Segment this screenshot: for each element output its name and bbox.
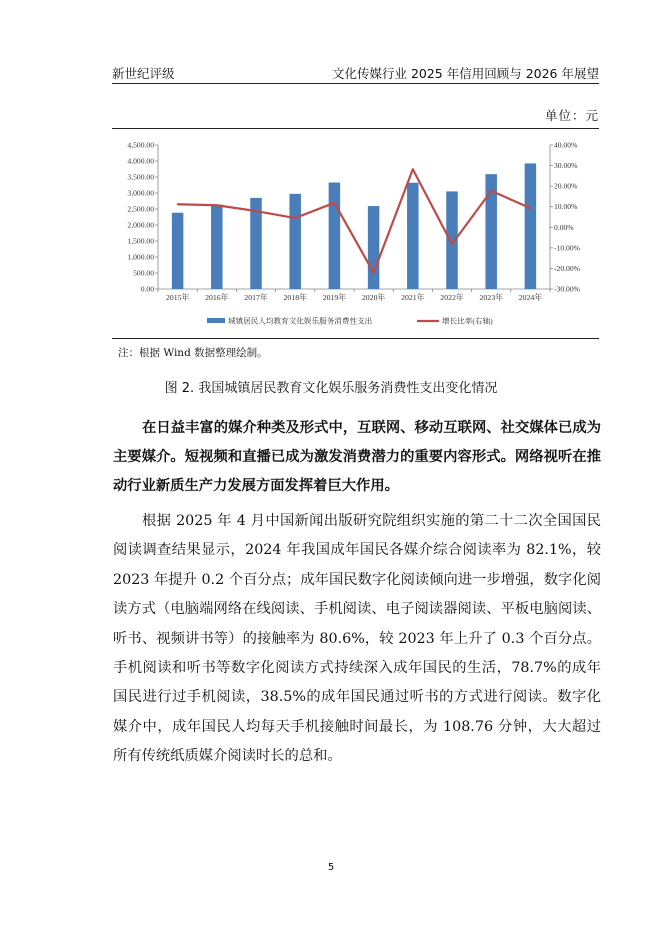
bar-expenditure <box>329 183 341 289</box>
header-org-name: 新世纪评级 <box>112 66 175 81</box>
x-axis-tick-label: 2022年 <box>440 293 464 302</box>
right-axis-tick-label: 40.00% <box>554 140 578 150</box>
x-axis-tick-label: 2021年 <box>401 293 425 302</box>
bar-expenditure <box>368 206 380 289</box>
x-axis-tick-label: 2017年 <box>244 293 268 302</box>
bar-expenditure <box>525 163 537 289</box>
legend-bar-swatch <box>207 318 225 323</box>
point-growth-rate <box>294 217 296 219</box>
x-axis-tick-label: 2016年 <box>205 293 229 302</box>
left-axis-tick-label: 2,000.00 <box>127 220 154 230</box>
header-rule <box>112 83 599 84</box>
bar-expenditure <box>407 183 419 289</box>
left-axis-tick-label: 4,500.00 <box>127 140 154 150</box>
left-axis-tick-label: 0.00 <box>140 284 154 294</box>
point-growth-rate <box>490 190 492 192</box>
left-axis-tick-label: 4,000.00 <box>127 156 154 166</box>
point-growth-rate <box>334 202 336 204</box>
point-growth-rate <box>373 272 375 274</box>
right-axis-tick-label: -20.00% <box>554 263 580 273</box>
x-axis-tick-label: 2024年 <box>518 293 543 302</box>
legend-line-label: 增长比率(右轴) <box>442 316 493 326</box>
chart-unit-label: 单位：元 <box>544 108 599 123</box>
body-paragraph: 根据 2025 年 4 月中国新闻出版研究院组织实施的第二十二次全国国民阅读调查结果显示，2024 年我国成年国民各媒介综合阅读率为 82.1%，较 2023 年提升 0.2 个百分点；成年国民数字化阅读倾向进一步增强，数字化阅读方式（电脑端网络在线阅读、手机阅读、电子阅读器阅读、平板电脑阅读、听书、视频讲书等）的接触率为 80.6%，较 2023 年上升了 0.3 个百分点。手机阅读和听书等数字化阅读方式持续深入成年国民的生活，78.7%的成年国民进行过手机阅读，38.5%的成年国民通过听书的方式进行阅读。数字化媒介中，成年国民人均每天手机接触时间最长，为 108.76 分钟，大大超过所有传统纸质媒介阅读时长的总和。 <box>113 513 601 765</box>
legend-bar-label: 城镇居民人均教育文化娱乐服务消费性支出 <box>228 316 373 326</box>
left-axis-tick-label: 1,000.00 <box>127 252 154 262</box>
x-axis-tick-label: 2018年 <box>283 293 307 302</box>
left-axis-tick-label: 1,500.00 <box>127 236 154 246</box>
point-growth-rate <box>412 168 414 170</box>
chart-source-note: 注：根据 Wind 数据整理绘制。 <box>118 347 268 359</box>
left-axis-tick-label: 3,000.00 <box>127 188 154 198</box>
expenditure-chart <box>112 130 599 336</box>
figure-caption: 图 2. 我国城镇居民教育文化娱乐服务消费性支出变化情况 <box>164 381 498 396</box>
right-axis-tick-label: 20.00% <box>554 181 578 191</box>
point-growth-rate <box>177 203 179 205</box>
page-number: 5 <box>327 862 335 873</box>
point-growth-rate <box>530 207 532 209</box>
line-growth-rate <box>178 169 531 272</box>
bar-expenditure <box>172 213 184 289</box>
bar-expenditure <box>211 205 223 289</box>
left-axis-tick-label: 500.00 <box>133 268 154 278</box>
page-header <box>112 64 599 82</box>
chart-top-rule <box>112 128 599 129</box>
x-axis-tick-label: 2019年 <box>322 293 347 302</box>
bar-expenditure <box>289 194 301 289</box>
x-axis-tick-label: 2015年 <box>165 293 190 302</box>
point-growth-rate <box>451 243 453 245</box>
point-growth-rate <box>216 204 218 206</box>
right-axis-tick-label: 0.00% <box>554 222 574 232</box>
right-axis-tick-label: -30.00% <box>554 284 580 294</box>
right-axis-tick-label: -10.00% <box>554 243 580 253</box>
point-growth-rate <box>255 210 257 212</box>
left-axis-tick-label: 3,500.00 <box>127 172 154 182</box>
x-axis-tick-label: 2020年 <box>361 293 386 302</box>
right-axis-tick-label: 10.00% <box>554 202 578 212</box>
header-report-title: 文化传媒行业 2025 年信用回顾与 2026 年展望 <box>331 66 599 81</box>
left-axis-tick-label: 2,500.00 <box>127 204 154 214</box>
right-axis-tick-label: 30.00% <box>554 161 578 171</box>
chart-bottom-rule <box>112 338 599 339</box>
lead-paragraph: 在日益丰富的媒介种类及形式中，互联网、移动互联网、社交媒体已成为主要媒介。短视频和直播已成为激发消费潜力的重要内容形式。网络视听在推动行业新质生产力发展方面发挥着巨大作用。 <box>113 420 601 494</box>
x-axis-tick-label: 2023年 <box>479 293 503 302</box>
